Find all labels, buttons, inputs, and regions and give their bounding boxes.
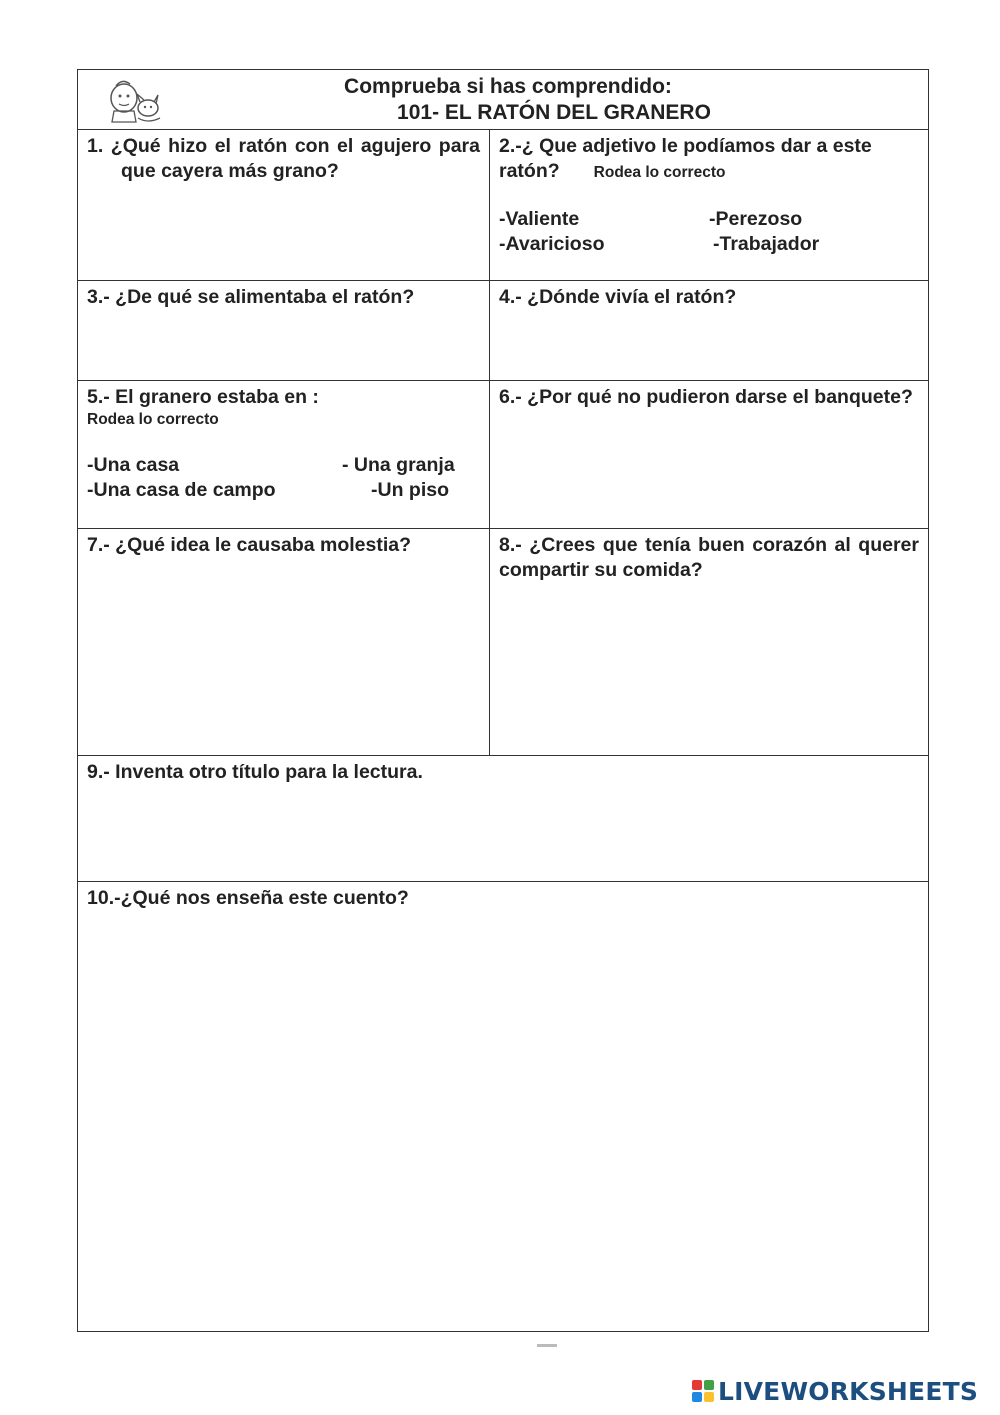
option-perezoso[interactable]: -Perezoso bbox=[709, 208, 803, 230]
worksheet-table bbox=[77, 69, 929, 1332]
brand-tile-yellow bbox=[704, 1392, 714, 1402]
question-2-options-row-2 bbox=[499, 232, 919, 257]
question-5-options-row-2 bbox=[87, 478, 480, 503]
option-un-piso[interactable]: -Un piso bbox=[371, 479, 449, 501]
question-2-options-row-1 bbox=[499, 207, 919, 232]
question-10-cell[interactable] bbox=[78, 882, 928, 1331]
option-avaricioso[interactable]: -Avaricioso bbox=[499, 233, 605, 255]
question-2-hint: Rodea lo correcto bbox=[593, 164, 726, 181]
question-2-label: 2.-¿ Que adjetivo le podíamos dar a este ratón? bbox=[499, 135, 872, 182]
question-10-text: 10.-¿Qué nos enseña este cuento? bbox=[87, 887, 409, 909]
question-6-text: 6.- ¿Por qué no pudieron darse el banquete? bbox=[499, 386, 913, 408]
question-5-hint: Rodea lo correcto bbox=[87, 411, 219, 428]
question-5-cell[interactable] bbox=[78, 381, 490, 528]
question-4-cell[interactable] bbox=[490, 281, 928, 380]
question-1-cell[interactable] bbox=[78, 130, 490, 280]
liveworksheets-brand bbox=[692, 1376, 978, 1406]
brand-name: LIVEWORKSHEETS bbox=[718, 1376, 979, 1406]
row-questions-5-6 bbox=[78, 381, 928, 529]
worksheet-title: Comprueba si has comprendido: bbox=[344, 75, 672, 98]
question-7-text: 7.- ¿Qué idea le causaba molestia? bbox=[87, 534, 412, 556]
question-6-cell[interactable] bbox=[490, 381, 928, 528]
brand-tiles-icon bbox=[692, 1380, 714, 1402]
worksheet-subtitle: 101- EL RATÓN DEL GRANERO bbox=[397, 101, 711, 124]
row-questions-3-4 bbox=[78, 281, 928, 381]
option-una-casa-de-campo[interactable]: -Una casa de campo bbox=[87, 479, 276, 501]
brand-tile-green bbox=[704, 1380, 714, 1390]
question-7-cell[interactable] bbox=[78, 529, 490, 755]
question-8-cell[interactable] bbox=[490, 529, 928, 755]
question-5-text: 5.- El granero estaba en : bbox=[87, 386, 319, 408]
question-5-options-row-1 bbox=[87, 453, 480, 478]
option-una-granja[interactable]: - Una granja bbox=[342, 454, 455, 476]
brand-tile-blue bbox=[692, 1392, 702, 1402]
question-3-text: 3.- ¿De qué se alimentaba el ratón? bbox=[87, 286, 415, 308]
brand-tile-red bbox=[692, 1380, 702, 1390]
question-9-text: 9.- Inventa otro título para la lectura. bbox=[87, 761, 423, 783]
question-1-text: 1. ¿Qué hizo el ratón con el agujero para que cayera más grano? bbox=[87, 135, 480, 182]
worksheet-header bbox=[78, 70, 928, 130]
question-9-cell[interactable] bbox=[78, 756, 928, 881]
row-questions-1-2 bbox=[78, 130, 928, 281]
option-valiente[interactable]: -Valiente bbox=[499, 208, 580, 230]
page-marker bbox=[537, 1344, 557, 1347]
question-3-cell[interactable] bbox=[78, 281, 490, 380]
question-4-text: 4.- ¿Dónde vivía el ratón? bbox=[499, 286, 737, 308]
question-8-text: 8.- ¿Crees que tenía buen corazón al querer compartir su comida? bbox=[499, 534, 919, 581]
option-trabajador[interactable]: -Trabajador bbox=[713, 233, 820, 255]
row-questions-7-8 bbox=[78, 529, 928, 756]
question-2-text bbox=[499, 134, 919, 185]
option-una-casa[interactable]: -Una casa bbox=[87, 454, 180, 476]
question-2-cell[interactable] bbox=[490, 130, 928, 280]
row-question-9 bbox=[78, 756, 928, 882]
row-question-10 bbox=[78, 882, 928, 1331]
